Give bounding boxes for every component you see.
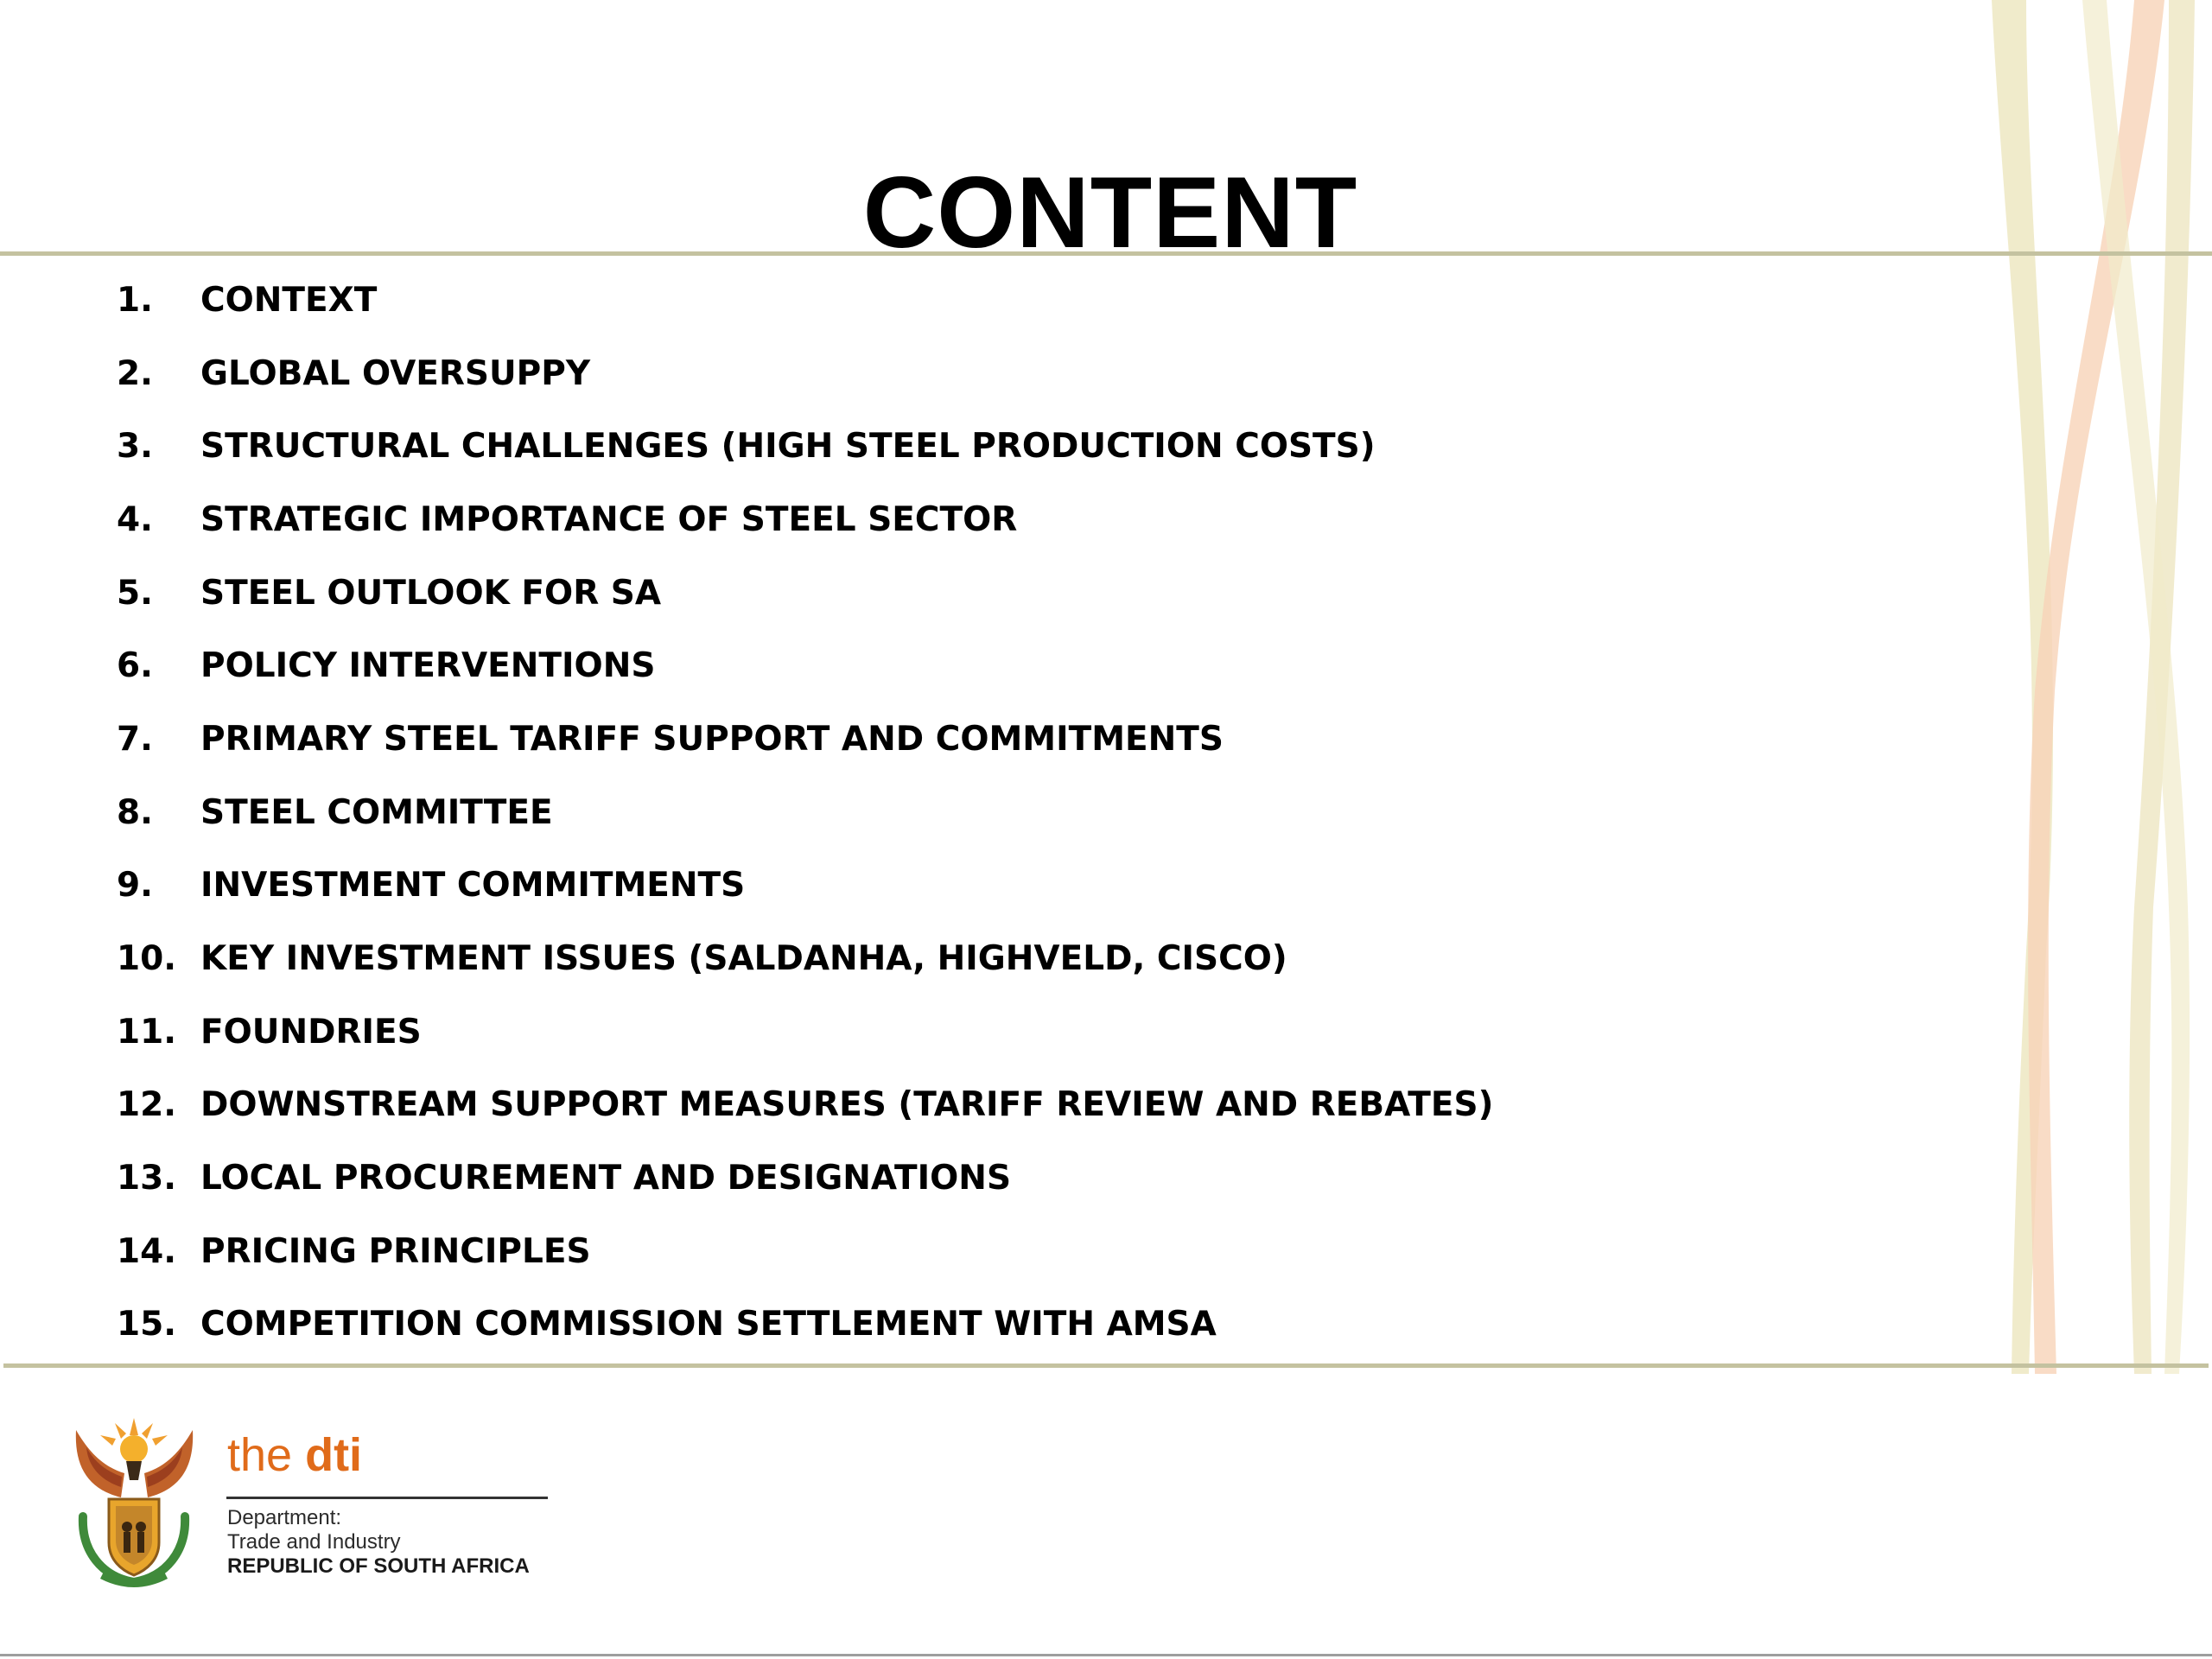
item-number: 6. bbox=[117, 646, 153, 686]
item-text: LOCAL PROCUREMENT AND DESIGNATIONS bbox=[200, 1159, 1012, 1198]
list-item bbox=[117, 702, 1493, 776]
list-item bbox=[117, 1069, 1493, 1142]
list-item bbox=[117, 995, 1493, 1069]
list-item bbox=[117, 337, 1493, 410]
item-number: 13. bbox=[117, 1159, 177, 1198]
department-name: Trade and Industry bbox=[227, 1530, 401, 1554]
item-number: 9. bbox=[117, 866, 153, 906]
footer-rule bbox=[0, 1654, 2212, 1656]
item-number: 3. bbox=[117, 427, 153, 467]
item-text: PRIMARY STEEL TARIFF SUPPORT AND COMMITMENTS bbox=[200, 719, 1224, 759]
list-item bbox=[117, 483, 1493, 556]
dti-wordmark bbox=[227, 1429, 363, 1481]
content-list bbox=[117, 264, 1493, 1361]
item-number: 7. bbox=[117, 719, 153, 759]
item-number: 12. bbox=[117, 1085, 177, 1125]
item-text: STRATEGIC IMPORTANCE OF STEEL SECTOR bbox=[200, 499, 1018, 539]
item-text: CONTEXT bbox=[200, 280, 378, 320]
list-item bbox=[117, 849, 1493, 923]
item-number: 14. bbox=[117, 1231, 177, 1271]
brand-dti: dti bbox=[305, 1429, 363, 1481]
item-text: STRUCTURAL CHALLENGES (HIGH STEEL PRODUCTION COSTS) bbox=[200, 427, 1376, 467]
item-text: STEEL OUTLOOK FOR SA bbox=[200, 573, 662, 613]
list-item bbox=[117, 1141, 1493, 1215]
item-text: PRICING PRINCIPLES bbox=[200, 1231, 591, 1271]
item-text: COMPETITION COMMISSION SETTLEMENT WITH AMSA bbox=[200, 1305, 1217, 1344]
item-text: KEY INVESTMENT ISSUES (SALDANHA, HIGHVELD, CISCO) bbox=[200, 939, 1287, 979]
item-text: GLOBAL OVERSUPPY bbox=[200, 353, 591, 393]
item-text: STEEL COMMITTEE bbox=[200, 792, 553, 832]
item-text: INVESTMENT COMMITMENTS bbox=[200, 866, 746, 906]
brand-underline bbox=[226, 1497, 548, 1499]
brand-the: the bbox=[227, 1429, 293, 1481]
item-number: 2. bbox=[117, 353, 153, 393]
list-item bbox=[117, 556, 1493, 630]
coat-of-arms-icon bbox=[67, 1413, 201, 1594]
item-number: 8. bbox=[117, 792, 153, 832]
department-label: Department: bbox=[227, 1506, 342, 1529]
item-number: 5. bbox=[117, 573, 153, 613]
item-number: 15. bbox=[117, 1305, 177, 1344]
item-number: 11. bbox=[117, 1012, 177, 1052]
list-item bbox=[117, 1288, 1493, 1362]
list-item bbox=[117, 776, 1493, 849]
slide-title: CONTENT bbox=[862, 156, 1358, 270]
item-text: FOUNDRIES bbox=[200, 1012, 422, 1052]
content-divider bbox=[3, 1363, 2209, 1368]
list-item bbox=[117, 922, 1493, 995]
list-item bbox=[117, 410, 1493, 483]
item-number: 1. bbox=[117, 280, 153, 320]
list-item bbox=[117, 1215, 1493, 1288]
country-name: REPUBLIC OF SOUTH AFRICA bbox=[227, 1554, 530, 1578]
dti-logo bbox=[67, 1413, 569, 1594]
item-text: POLICY INTERVENTIONS bbox=[200, 646, 656, 686]
item-number: 10. bbox=[117, 939, 177, 979]
list-item bbox=[117, 264, 1493, 337]
item-text: DOWNSTREAM SUPPORT MEASURES (TARIFF REVIEW AND REBATES) bbox=[200, 1085, 1494, 1125]
list-item bbox=[117, 629, 1493, 702]
item-number: 4. bbox=[117, 499, 153, 539]
